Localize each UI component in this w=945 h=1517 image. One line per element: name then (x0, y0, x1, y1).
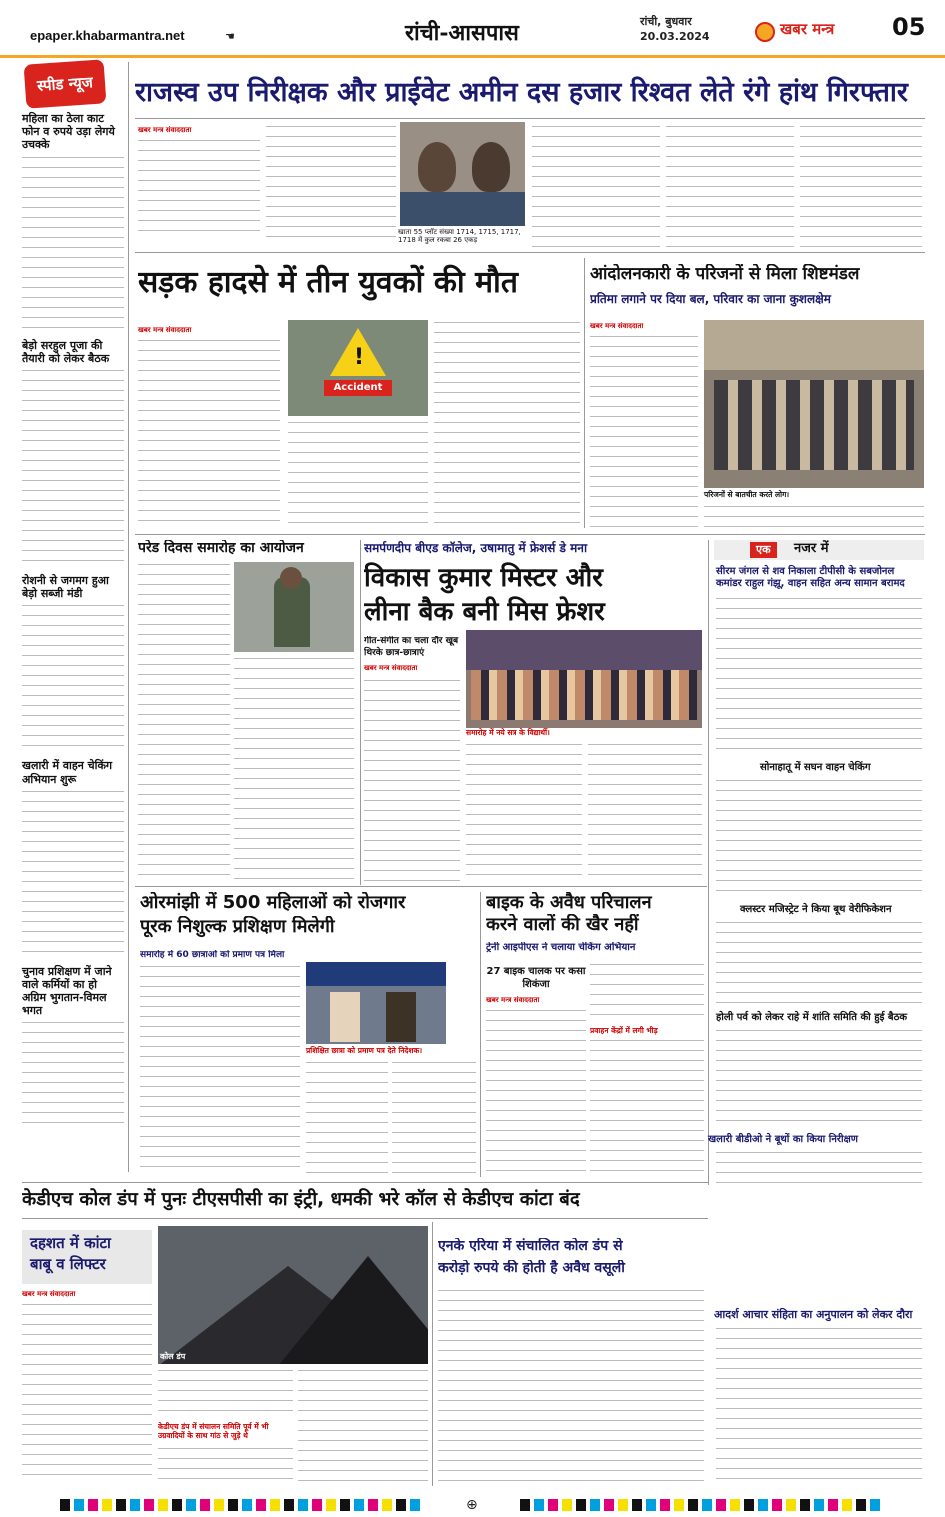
coal-right-head-2: करोड़ो रुपये की होती है अवैध वसूली (438, 1260, 625, 1276)
brand-name: खबर मन्त्र (780, 20, 835, 38)
bike-kicker: 27 बाइक चालक पर कसा शिकंजा (486, 966, 586, 990)
byline: खबर मन्त्र संवाददाता (486, 996, 540, 1004)
bike-headline-2: करने वालों की खैर नहीं (486, 914, 639, 935)
ek-nazar-title: नजर में (794, 541, 829, 556)
parade-headline: परेड दिवस समारोह का आयोजन (138, 540, 304, 556)
article-body (590, 1038, 704, 1176)
coal-side-head-1: दहशत में कांटा (30, 1234, 111, 1252)
byline: खबर मन्त्र संवाददाता (364, 664, 418, 672)
photo-caption: समारोह में नये सत्र के विद्यार्थी। (466, 728, 702, 737)
article-body (716, 596, 922, 756)
masthead (0, 0, 945, 58)
article-body (704, 504, 924, 532)
certificate-photo (306, 962, 446, 1044)
sidebar-item-title: चुनाव प्रशिक्षण में जाने वाले कर्मियों का हो अग्रिम भुगतान-विमल भगत (22, 964, 112, 1018)
sidebar-item-body (22, 1020, 124, 1130)
article-body (140, 964, 300, 1176)
dateline (640, 14, 710, 45)
photo-caption: परिजनों से बातचीत करते लोग। (704, 490, 924, 499)
coal-banner: केडीएच कोल डंप में पुनः टीएसपीसी का इंट्री, धमकी भरे कॉल से केडीएच कांटा बंद (22, 1189, 580, 1210)
article-body (434, 320, 580, 528)
article-body (800, 124, 922, 248)
article-body (22, 1302, 152, 1484)
speed-news-logo: स्पीड न्यूज (24, 59, 107, 108)
byline: खबर मन्त्र संवाददाता (138, 126, 192, 134)
ek-nazar-header (714, 540, 924, 560)
article-body (716, 778, 922, 898)
protest-headline: आंदोलनकारी के परिजनों से मिला शिष्टमंडल (590, 264, 860, 284)
protest-subhead: प्रतिमा लगाने पर दिया बल, परिवार का जाना कुशलक्षेम (590, 292, 831, 306)
main-headline: राजस्व उप निरीक्षक और प्राईवेट अमीन दस हजार रिश्वत लेते रंगे हांथ गिरफ्तार (135, 77, 908, 108)
sidebar-item-body (22, 368, 124, 568)
bike-headline-1: बाइक के अवैध परिचालन (486, 892, 652, 913)
section-title: रांची-आसपास (405, 20, 519, 46)
article-body (288, 420, 428, 528)
accident-sign-label: Accident (324, 380, 392, 396)
article-body (234, 656, 354, 882)
city-day: रांची, बुधवार (640, 15, 692, 28)
parade-photo (234, 562, 354, 652)
cursor-icon: ☚ (225, 30, 235, 43)
nazar-story-title: सोनाहातू में सघन वाहन चेकिंग (760, 762, 871, 773)
family-meeting-photo (704, 320, 924, 488)
article-body (590, 334, 698, 528)
coal-dump-photo (158, 1226, 428, 1364)
ek-nazar-tag: एक (750, 542, 777, 558)
coal-right-head-1: एनके एरिया में संचालित कोल डंप से (438, 1238, 623, 1254)
fresher-subhead: गीत-संगीत का चला दौर खूब थिरके छात्र-छात्राएं (364, 636, 459, 658)
bike-inner-head: प्रवाहन केंद्रों में लगी भीड़ (590, 1026, 658, 1035)
article-body (392, 1060, 476, 1176)
sidebar-item-body (22, 789, 124, 959)
article-body (138, 562, 230, 882)
article-body (298, 1368, 428, 1484)
photo-caption: प्रशिक्षित छात्रा को प्रमाण पत्र देते निदेशक। (306, 1046, 476, 1055)
article-body (716, 920, 922, 1008)
issue-date: 20.03.2024 (640, 30, 710, 44)
nazar-story-title: आदर्श आचार संहिता का अनुपालन को लेकर दौरा (714, 1308, 913, 1321)
photo-caption: कोल डंप (160, 1352, 186, 1361)
fresher-headline-2: लीना बैक बनी मिस फ्रेशर (364, 597, 605, 627)
nazar-story-title: खलारी बीडीओ ने बूथों का किया निरीक्षण (708, 1134, 858, 1145)
photo-caption: खाता 55 प्लॉट संख्या 1714, 1715, 1717, 1718 में कुल रकबा 26 एकड़ (398, 228, 528, 248)
article-body (588, 742, 702, 882)
byline: खबर मन्त्र संवाददाता (590, 322, 644, 330)
sidebar-item-title: रोशनी से जगमग हुआ बेड़ो सब्जी मंडी (22, 573, 109, 601)
accident-headline: सड़क हादसे में तीन युवकों की मौत (138, 265, 518, 300)
article-body (138, 138, 260, 238)
article-body (716, 1028, 922, 1128)
bike-subhead: ट्रेनी आइपीएस ने चलाया चेकिंग अभियान (486, 942, 636, 953)
page-number: 05 (892, 13, 926, 41)
epaper-url[interactable]: epaper.khabarmantra.net (30, 28, 185, 43)
article-body (158, 1446, 293, 1484)
ormanjhi-headline-1: ओरमांझी में 500 महिलाओं को रोजगार (140, 892, 406, 913)
accused-photos (400, 122, 525, 226)
coal-side-head-2: बाबू व लिफ्टर (30, 1254, 106, 1273)
byline: खबर मन्त्र संवाददाता (138, 326, 192, 334)
sidebar (22, 112, 124, 1172)
article-body (364, 678, 460, 882)
article-body (466, 742, 582, 882)
byline: खबर मन्त्र संवाददाता (22, 1290, 76, 1298)
nazar-story-title: होली पर्व को लेकर राहे में शांति समिति की हुई बैठक (716, 1012, 908, 1023)
sidebar-item-title: बेड़ो सरहुल पूजा की तैयारी को लेकर बैठक (22, 338, 110, 365)
article-body (306, 1060, 388, 1176)
article-body (438, 1288, 704, 1484)
sidebar-item-title: खलारी में वाहन चेकिंग अभियान शुरू (22, 759, 113, 786)
sidebar-item-title: महिला का ठेला काट फोन व रुपये उड़ा लेगये उचक्के (22, 112, 115, 152)
article-body (666, 124, 794, 248)
accident-sign-photo: ! Accident (288, 320, 428, 416)
article-body (716, 1150, 922, 1190)
fresher-kicker: समर्पणदीप बीएड कॉलेज, उषामातु में फ्रेशर्स डे मना (364, 541, 588, 555)
brand-logo-icon (755, 22, 775, 42)
sidebar-item-body (22, 155, 124, 333)
nazar-story-title: क्लस्टर मजिस्ट्रेट ने किया बूथ वेरीफिकेशन (740, 904, 892, 915)
article-body (532, 124, 660, 248)
coal-side-box (22, 1230, 152, 1284)
fresher-headline-1: विकास कुमार मिस्टर और (364, 563, 603, 593)
coal-inner-head: केडीएच डंप में संचालन समिति पूर्व में भी उग्रवादियों के साथ गांठ से जुड़े थे (158, 1422, 269, 1441)
nazar-story-title: सीरम जंगल से शव निकाला टीपीसी के सबजोनल कमांडर राहुल गंझू, वाहन सहित अन्य सामान बरामद (716, 566, 905, 589)
ormanjhi-headline-2: पूरक निशुल्क प्रशिक्षण मिलेगी (140, 916, 335, 937)
article-body (486, 1008, 586, 1176)
sidebar-item-body (22, 603, 124, 753)
article-body (138, 338, 280, 528)
fresher-group-photo (466, 630, 702, 728)
article-body (716, 1326, 922, 1484)
ormanjhi-subhead: समारोह में 60 छात्राओं को प्रमाण पत्र मिला (140, 950, 285, 960)
article-body (158, 1368, 293, 1420)
registration-mark-icon: ⊕ (466, 1497, 478, 1513)
article-body (266, 124, 396, 238)
print-marks (0, 1494, 945, 1517)
article-body (590, 962, 704, 1022)
